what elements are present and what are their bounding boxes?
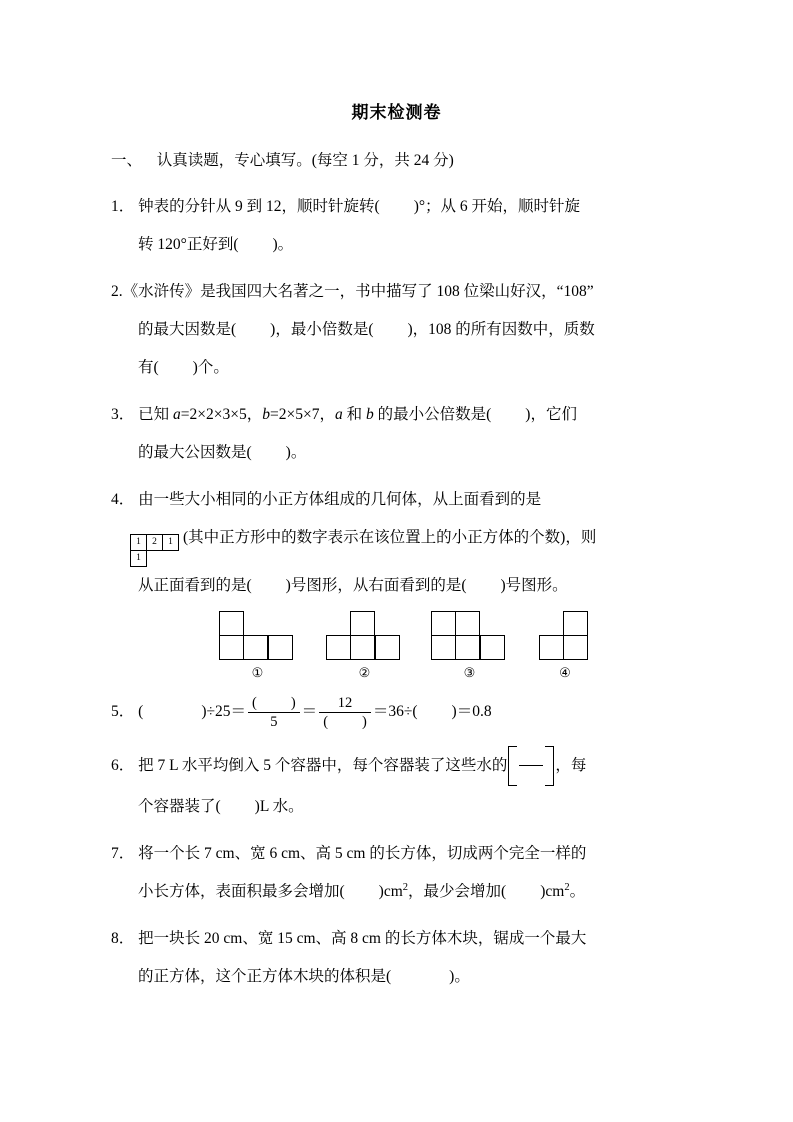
question-6-text-a: 把 7 L 水平均倒入 5 个容器中，每个容器装了这些水的 [138, 757, 508, 774]
question-3-var-a1: a [173, 406, 181, 423]
question-3-number: 3． [111, 406, 135, 423]
question-1-number: 1． [111, 198, 135, 215]
question-4-number: 4． [111, 491, 135, 508]
fraction-1-num-close: ) [290, 694, 296, 711]
question-3-var-b1: b [262, 406, 270, 423]
figure-4-cell-0-1 [539, 635, 564, 660]
top-view-diagram [131, 535, 179, 567]
question-2-text-c: )，最小倍数是( [270, 321, 374, 338]
question-3-text-e: 的最小公倍数是( [373, 406, 492, 423]
question-5-text-c: ＝ [301, 703, 318, 720]
fraction-1-numerator [248, 695, 300, 711]
question-7-text-e: )cm [540, 883, 565, 900]
question-4-figure-options [111, 611, 686, 685]
question-7-text-f: 。 [569, 883, 586, 900]
figure-3-label: ③ [463, 665, 476, 680]
question-8-text-b: 的正方体，这个正方体木块的体积是( [138, 968, 392, 985]
figure-3-cell-2-1 [480, 635, 505, 660]
figure-option-1[interactable] [219, 611, 296, 681]
question-3-text-c: =2×5×7， [270, 406, 335, 423]
question-7-text-a: 将一个长 7 cm、宽 6 cm、高 5 cm 的长方体，切成两个完全一样的 [138, 845, 587, 862]
section-heading-text: 认真读题，专心填写。(每空 1 分，共 24 分) [156, 152, 454, 169]
figure-3-cell-0-1 [431, 635, 456, 660]
question-4-text-c: 从正面看到的是( [138, 577, 252, 594]
question-4 [111, 481, 686, 685]
question-1-text-b: )°；从 6 开始，顺时针旋 [413, 198, 581, 215]
figure-1-cell-2-1 [268, 635, 293, 660]
top-view-row-2 [131, 551, 179, 567]
question-7-text-d: ，最少会增加( [408, 883, 507, 900]
question-5-text-e: )＝0.8 [451, 703, 492, 720]
figure-3-cell-1-0 [455, 611, 480, 636]
question-1-text-c: 转 120°正好到( [138, 236, 239, 253]
figure-4-cell-1-0 [563, 611, 588, 636]
question-7 [111, 835, 686, 911]
question-3-text-a: 已知 [138, 406, 174, 423]
question-2-text-d: )，108 的所有因数中，质数 [407, 321, 595, 338]
top-view-cell-r1c2: 2 [146, 534, 163, 551]
question-4-text-d: )号图形，从右面看到的是( [285, 577, 467, 594]
question-3-var-b2: b [366, 406, 374, 423]
figure-2-cell-1-0 [350, 611, 375, 636]
fraction-2-denominator [319, 714, 371, 730]
question-5-text-a: ( [138, 703, 144, 720]
fraction-2-den-close: ) [362, 713, 367, 730]
question-6-text-c: 个容器装了( [138, 798, 221, 815]
figure-4-label: ④ [559, 665, 571, 680]
question-3-text-f: )，它们 [525, 406, 577, 423]
question-7-text-c: )cm [378, 883, 403, 900]
question-1-text-d: )。 [272, 236, 294, 253]
top-view-cell-r1c1: 1 [130, 534, 147, 551]
question-8-text-a: 把一块长 20 cm、宽 15 cm、高 8 cm 的长方体木块，锯成一个最大 [138, 930, 587, 947]
bracket-right-icon [545, 746, 554, 786]
question-3 [111, 396, 686, 472]
section-heading [111, 142, 686, 180]
figure-3-cell-1-1 [455, 635, 480, 660]
question-6-text-b: ，每 [555, 757, 587, 774]
figure-3-cell-0-0 [431, 611, 456, 636]
bracket-left-icon [508, 746, 517, 786]
fraction-1-num-open: ( [251, 694, 257, 711]
question-2-text-a: 《水浒传》是我国四大名著之一，书中描写了 108 位梁山好汉，“108” [122, 283, 594, 300]
question-7-number: 7． [111, 845, 135, 862]
question-4-text-a: 由一些大小相同的小正方体组成的几何体，从上面看到的是 [138, 491, 542, 508]
question-5-fraction-2[interactable] [319, 695, 371, 730]
question-1 [111, 188, 686, 264]
question-3-text-d: 和 [342, 406, 366, 423]
question-6 [111, 744, 686, 826]
question-5-text-b: )÷25＝ [201, 703, 246, 720]
fraction-2-bar [319, 712, 371, 713]
question-3-text-b: =2×2×3×5， [180, 406, 263, 423]
question-4-text-e: )号图形。 [500, 577, 568, 594]
question-3-text-g: 的最大公因数是( [138, 444, 252, 461]
question-5-fraction-1[interactable] [248, 695, 300, 730]
figure-1-cell-1-1 [243, 635, 268, 660]
fraction-2-numerator: 12 [337, 694, 353, 711]
figure-1-label: ① [251, 665, 264, 680]
question-5-text-d: ＝36÷( [372, 703, 418, 720]
figure-2-cell-2-1 [375, 635, 400, 660]
question-7-sup-2: 2 [564, 881, 570, 893]
exam-body [111, 142, 686, 996]
question-2-text-e: 有( [138, 359, 159, 376]
page-title: 期末检测卷 [351, 103, 442, 123]
question-6-blank-fraction[interactable] [508, 746, 554, 786]
fraction-2-den-open: ( [323, 713, 329, 730]
figure-4-cell-1-1 [563, 635, 588, 660]
question-2-text-b: 的最大因数是( [138, 321, 237, 338]
question-2-number: 2. [111, 283, 123, 300]
top-view-cell-r2c1: 1 [130, 550, 147, 567]
top-view-cell-r1c3: 1 [162, 534, 179, 551]
fraction-1-bar [248, 712, 300, 713]
question-2-text-f: )个。 [192, 359, 229, 376]
blank-fraction-bar [519, 765, 543, 766]
figure-2-label: ② [358, 665, 371, 680]
figure-option-4[interactable] [539, 611, 591, 681]
question-2 [111, 273, 686, 387]
section-label: 一、 [111, 152, 143, 169]
question-1-text-a: 钟表的分针从 9 到 12，顺时针旋转( [138, 198, 380, 215]
figure-option-2[interactable] [326, 611, 403, 681]
question-5 [111, 689, 686, 735]
question-3-var-a2: a [334, 406, 343, 423]
fraction-1-denominator: 5 [270, 713, 278, 730]
question-8-number: 8． [111, 930, 135, 947]
figure-option-3[interactable] [431, 611, 508, 681]
figure-2-cell-0-1 [326, 635, 351, 660]
top-view-row-1 [131, 535, 179, 551]
question-4-text-b: (其中正方形中的数字表示在该位置上的小正方体的个数)，则 [183, 529, 597, 546]
question-8-text-c: )。 [449, 968, 470, 985]
figure-2-cell-1-1 [350, 635, 375, 660]
question-8 [111, 920, 686, 996]
question-5-number: 5． [111, 703, 135, 720]
figure-1-cell-0-0 [219, 611, 244, 636]
question-6-number: 6． [111, 757, 135, 774]
question-3-text-h: )。 [285, 444, 307, 461]
figure-1-cell-0-1 [219, 635, 244, 660]
question-6-text-d: )L 水。 [254, 798, 304, 815]
question-7-text-b: 小长方体，表面积最多会增加( [138, 883, 345, 900]
question-7-sup-1: 2 [402, 881, 409, 893]
